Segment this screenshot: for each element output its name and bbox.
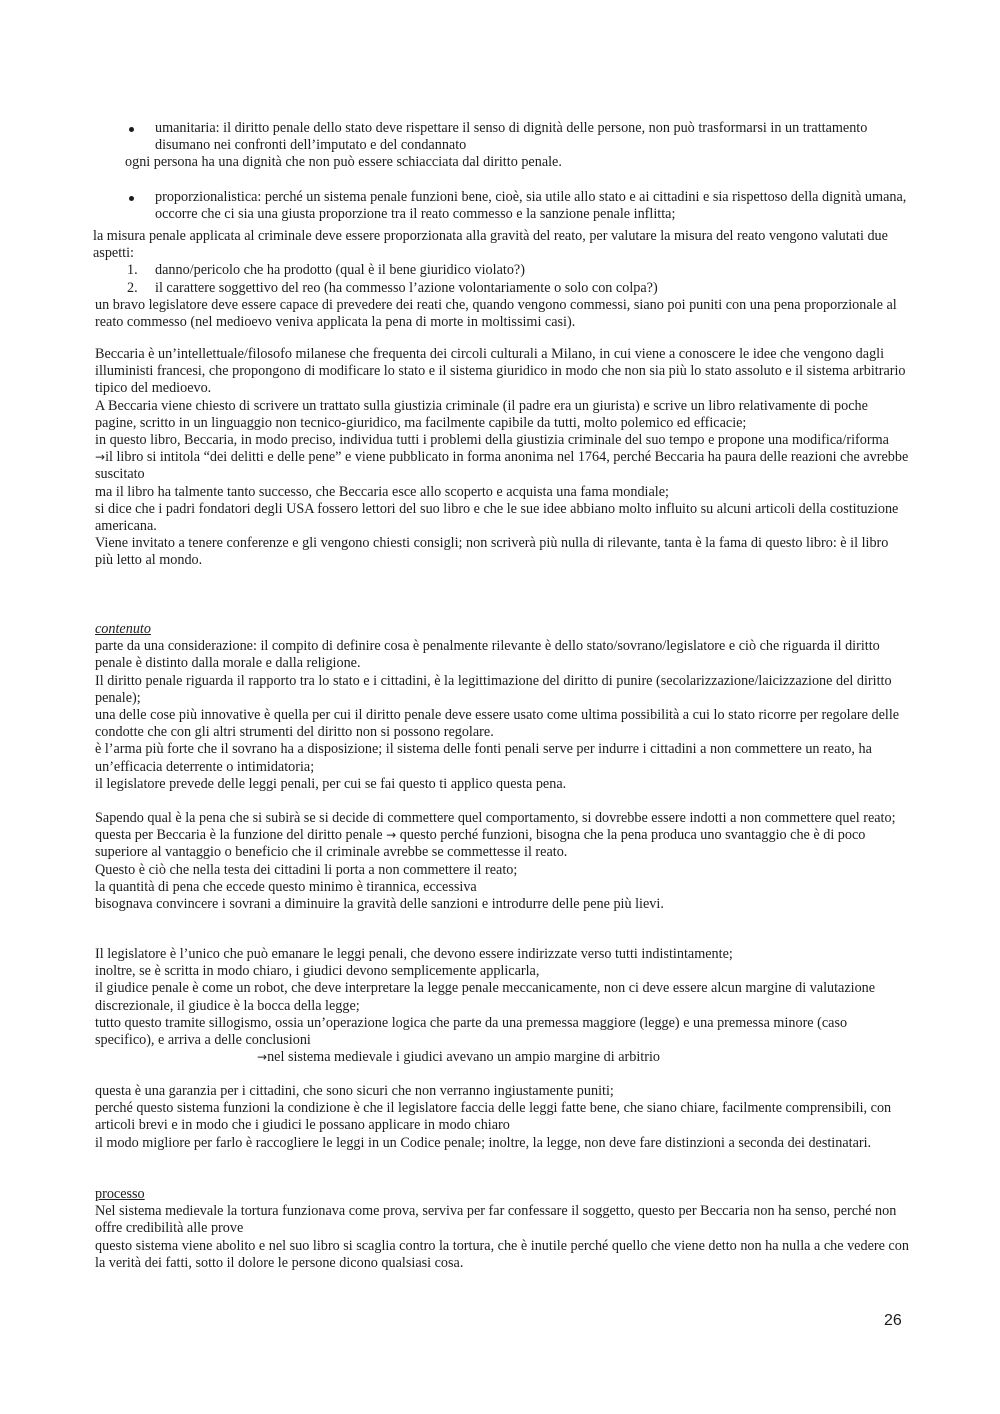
contenuto-section [95, 621, 910, 793]
bullet-umanitaria-text: umanitaria: il diritto penale dello stato deve rispettare il senso di dignità delle persone, non può trasformarsi in un trattamento disumano nei confronti dell’imputato e del condannato [155, 120, 868, 154]
guarantee-section [95, 1083, 910, 1152]
paragraph: il legislatore prevede delle leggi penali, per cui se fai questo ti applico questa pena. [95, 775, 567, 792]
principles-section [95, 120, 910, 223]
processo-section [95, 1186, 910, 1272]
bullet-dot [129, 127, 134, 132]
paragraph: Il legislatore è l’unico che può emanare le leggi penali, che devono essere indirizzate verso tutti indistintamente; [95, 946, 733, 962]
paragraph: il modo migliore per farlo è raccogliere le leggi in un Codice penale; inoltre, la legge, non deve fare distinzioni a seconda dei destinatari. [95, 1134, 872, 1151]
paragraph-text: questo perché funzioni, bisogna che la pena produca uno svantaggio che è di poco superiore al vantaggio o beneficio che il criminale avrebbe se commettesse il reato. [95, 827, 866, 861]
arrow-icon: → [386, 828, 397, 843]
paragraph: il giudice penale è come un robot, che deve interpretare la legge penale meccanicamente, non ci deve essere alcun margine di valutazione discrezionale, il giudice è la bocca della legge; [95, 980, 876, 1014]
paragraph [95, 1049, 910, 1066]
paragraph: A Beccaria viene chiesto di scrivere un trattato sulla giustizia criminale (il padre era un giurista) e scrive un libro relativamente di poche pagine, scritto in un linguaggio non tecnico-giuridico, ma facilmente capibile da tutti, molto polemico ed efficacie; [95, 397, 868, 431]
paragraph: inoltre, se è scritta in modo chiaro, i giudici devono semplicemente applicarla, [95, 963, 540, 980]
bullet-proporzionalistica-text: proporzionalistica: perché un sistema penale funzioni bene, cioè, sia utile allo stato e ai cittadini e sia rispettoso della dignità umana, occorre che ci sia una giusta proporzione tra il reato commesso e la sanzione penale inflitta; [155, 188, 907, 222]
paragraph [95, 449, 910, 483]
paragraph: perché questo sistema funzioni la condizione è che il legislatore faccia delle leggi fatte bene, che siano chiare, facilmente comprensibili, con articoli brevi e in modo che i giudici le possano applicare in modo chiaro [95, 1100, 892, 1134]
list-number: 1. [127, 262, 138, 279]
paragraph: si dice che i padri fondatori degli USA fossero lettori del suo libro e che le sue idee abbiano molto influito su alcuni articoli della costituzione americana. [95, 500, 899, 535]
paragraph: Questo è ciò che nella testa dei cittadini li porta a non commettere il reato; [95, 861, 518, 878]
paragraph-text: il libro si intitola “dei delitti e delle pene” e viene pubblicato in forma anonima nel 1764, perché Beccaria ha paura delle reazioni che avrebbe suscitato [95, 449, 909, 483]
paragraph: è l’arma più forte che il sovrano ha a disposizione; il sistema delle fonti penali serve per indurre i cittadini a non commettere un reato, ha un’efficacia deterrente o intimidatoria; [95, 741, 872, 775]
list-number: 2. [127, 279, 138, 296]
bullet-proporzionalistica [95, 189, 910, 223]
list-item-text: danno/pericolo che ha prodotto (qual è il bene giuridico violato?) [155, 262, 525, 279]
paragraph: questo sistema viene abolito e nel suo libro si scaglia contro la tortura, che è inutile perché quello che viene detto non ha nulla a che vedere con la verità dei fatti, sotto il dolore le persone dicono qualsiasi cosa. [95, 1237, 909, 1271]
paragraph-text: questa per Beccaria è la funzione del diritto penale [95, 827, 387, 844]
paragraph: parte da una considerazione: il compito di definire cosa è penalmente rilevante è dello stato/sovrano/legislatore e ciò che riguarda il diritto penale è distinto dalla morale e dalla religione. [95, 638, 880, 672]
paragraph: Nel sistema medievale la tortura funzionava come prova, serviva per far confessare il soggetto, questo per Beccaria non ha senso, perché non offre credibilità alle prove [95, 1203, 897, 1237]
legislator-paragraph: un bravo legislatore deve essere capace di prevedere dei reati che, quando vengono commessi, siano poi puniti con una pena proporzionale al reato commesso (nel medioevo veniva applicata la pena di morte in moltissimi casi). [95, 296, 897, 331]
arrow-icon: → [95, 450, 106, 465]
arrow-icon: → [257, 1050, 268, 1065]
paragraph: Viene invitato a tenere conferenze e gli vengono chiesti consigli; non scriverà più nulla di rilevante, tanta è la fama di questo libro: è il libro più letto al mondo. [95, 535, 889, 569]
paragraph: la quantità di pena che eccede questo minimo è tirannica, eccessiva [95, 878, 477, 895]
paragraph: questa è una garanzia per i cittadini, che sono sicuri che non verranno ingiustamente puniti; [95, 1083, 614, 1099]
legislator-section [95, 946, 910, 1066]
paragraph: bisognava convincere i sovrani a diminuire la gravità delle sanzioni e introdurre delle pene più lievi. [95, 896, 664, 913]
paragraph: tutto questo tramite sillogismo, ossia un’operazione logica che parte da una premessa maggiore (legge) e una premessa minore (caso specifico), e arriva a delle conclusioni [95, 1014, 848, 1049]
beccaria-section [95, 346, 910, 570]
paragraph: una delle cose più innovative è quella per cui il diritto penale deve essere usato come ultima possibilità a cui lo stato ricorre per regolare delle condotte che con gli altri strumenti del diritto non si possono regolare. [95, 707, 900, 741]
umanitaria-note: ogni persona ha una dignità che non può essere schiacciata dal diritto penale. [125, 154, 562, 171]
bullet-umanitaria [95, 120, 910, 154]
paragraph: Sapendo qual è la pena che si subirà se si decide di commettere quel comportamento, si dovrebbe essere indotti a non commettere quel reato; [95, 810, 896, 826]
section-heading: contenuto [95, 621, 151, 637]
paragraph: in questo libro, Beccaria, in modo preciso, individua tutti i problemi della giustizia criminale del suo tempo e propone una modifica/riforma [95, 432, 889, 449]
section-heading: processo [95, 1186, 145, 1202]
proportion-paragraph: la misura penale applicata al criminale deve essere proporzionata alla gravità del reato, per valutare la misura del reato vengono valutati due aspetti: [93, 228, 888, 262]
paragraph: Beccaria è un’intellettuale/filosofo milanese che frequenta dei circoli culturali a Milano, in cui viene a conoscere le idee che vengono dagli illuministi francesi, che propongono di modificare lo stato e il sistema giuridico in modo che non sia più lo stato assoluto e il sistema arbitrario tipico del medioevo. [95, 346, 906, 397]
proportion-section [95, 228, 910, 331]
page-number: 26 [884, 1312, 902, 1329]
bullet-dot [129, 196, 134, 201]
paragraph: Il diritto penale riguarda il rapporto tra lo stato e i cittadini, è la legittimazione del diritto di punire (secolarizzazione/laicizzazione del diritto penale); [95, 672, 892, 706]
list-item-1 [95, 262, 910, 279]
paragraph [95, 827, 910, 861]
paragraph: ma il libro ha talmente tanto successo, che Beccaria esce allo scoperto e acquista una fama mondiale; [95, 483, 669, 500]
paragraph-text: nel sistema medievale i giudici avevano un ampio margine di arbitrio [267, 1049, 660, 1066]
list-item-text: il carattere soggettivo del reo (ha commesso l’azione volontariamente o solo con colpa?) [155, 279, 658, 296]
list-item-2 [95, 280, 910, 297]
penalty-section [95, 810, 910, 913]
